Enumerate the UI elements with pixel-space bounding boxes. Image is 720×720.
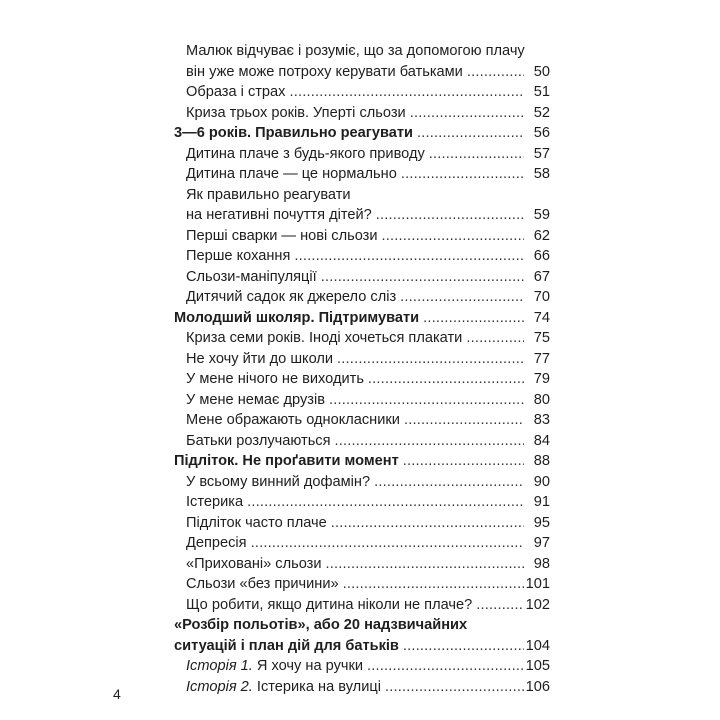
toc-entry[interactable] xyxy=(174,349,550,370)
toc-entry-page: 88 xyxy=(533,453,550,469)
toc-entry-page: 80 xyxy=(533,391,550,408)
dot-leader xyxy=(326,554,524,575)
toc-entry-continued xyxy=(174,185,550,206)
dot-leader xyxy=(294,246,524,267)
dot-leader xyxy=(335,431,525,452)
toc-entry-page: 79 xyxy=(533,371,550,387)
toc-entry-page: 58 xyxy=(533,166,550,182)
toc-entry-title: «Розбір польотів», або 20 надзвичайних xyxy=(174,617,468,633)
story-title: Я хочу на ручки xyxy=(256,658,364,674)
toc-entry[interactable] xyxy=(174,62,550,83)
toc-entry-title: Дитячий садок як джерело сліз xyxy=(186,289,397,305)
toc-entry-page: 105 xyxy=(525,658,550,674)
toc-section-heading[interactable] xyxy=(174,451,550,472)
toc-entry-page: 104 xyxy=(525,637,550,654)
dot-leader xyxy=(410,103,524,124)
toc-entry-page: 59 xyxy=(533,207,550,223)
toc-entry-title: Як правильно реагувати xyxy=(186,186,351,203)
toc-entry[interactable] xyxy=(174,103,550,124)
toc-entry[interactable] xyxy=(174,472,550,493)
toc-entry-title: 3—6 років. Правильно реагувати xyxy=(174,125,413,141)
toc-entry[interactable] xyxy=(174,246,550,267)
toc-entry-page: 101 xyxy=(525,576,550,592)
toc-entry-title: ситуацій і план дій для батьків xyxy=(174,637,399,654)
toc-entry[interactable] xyxy=(174,554,550,575)
toc-entry-title: Батьки розлучаються xyxy=(186,432,331,449)
toc-section-heading-continued xyxy=(174,615,550,636)
toc-entry-title: Криза семи років. Іноді хочеться плакати xyxy=(186,330,463,346)
dot-leader xyxy=(417,123,524,144)
dot-leader xyxy=(401,164,524,185)
toc-entry[interactable] xyxy=(174,410,550,431)
toc-entry[interactable] xyxy=(174,431,550,452)
dot-leader xyxy=(423,308,524,329)
toc-entry-title xyxy=(186,677,381,698)
dot-leader xyxy=(247,492,524,513)
toc-entry[interactable] xyxy=(174,656,550,677)
story-prefix: Історія 2. xyxy=(186,678,253,695)
toc-entry-title: на негативні почуття дітей? xyxy=(186,207,372,223)
dot-leader xyxy=(321,267,524,288)
toc-entry[interactable] xyxy=(174,164,550,185)
dot-leader xyxy=(403,451,524,472)
toc-entry-page: 62 xyxy=(533,227,550,244)
dot-leader xyxy=(337,349,524,370)
toc-entry-title: У всьому винний дофамін? xyxy=(186,473,371,490)
toc-entry-page: 74 xyxy=(533,309,550,326)
toc-entry-continued xyxy=(174,41,550,62)
toc-entry[interactable] xyxy=(174,328,550,349)
toc-entry[interactable] xyxy=(174,369,550,390)
page-number: 4 xyxy=(113,686,121,702)
dot-leader xyxy=(331,513,524,534)
dot-leader xyxy=(251,533,524,554)
toc-entry-title: «Приховані» сльози xyxy=(186,555,322,572)
toc-entry-page: 97 xyxy=(533,535,550,551)
toc-entry-title: Що робити, якщо дитина ніколи не плаче? xyxy=(186,596,473,613)
toc-entry-title: Молодший школяр. Підтримувати xyxy=(174,309,420,326)
toc-entry-title: Підліток часто плаче xyxy=(186,514,327,531)
toc-entry[interactable] xyxy=(174,513,550,534)
toc-entry-title xyxy=(186,656,363,677)
dot-leader xyxy=(343,574,524,595)
toc-entry-title: Дитина плаче з будь-якого приводу xyxy=(186,145,425,162)
toc-section-heading[interactable] xyxy=(174,123,550,144)
toc-entry[interactable] xyxy=(174,287,550,308)
toc-entry-title: Підліток. Не проґавити момент xyxy=(174,453,399,469)
toc-entry[interactable] xyxy=(174,205,550,226)
dot-leader xyxy=(367,656,524,677)
toc-entry-title: Депресія xyxy=(186,535,247,551)
dot-leader xyxy=(400,287,524,308)
toc-entry-page: 52 xyxy=(533,104,550,121)
dot-leader xyxy=(466,328,524,349)
toc-entry-title: Не хочу йти до школи xyxy=(186,350,334,367)
toc-entry-title: Сльози-маніпуляції xyxy=(186,268,317,285)
dot-leader xyxy=(403,636,524,657)
dot-leader xyxy=(374,472,524,493)
toc-section-heading[interactable] xyxy=(174,636,550,657)
dot-leader xyxy=(429,144,524,165)
dot-leader xyxy=(467,62,524,83)
toc-entry-page: 102 xyxy=(525,596,550,613)
toc-entry-page: 70 xyxy=(533,289,550,305)
toc-entry-title: Перше кохання xyxy=(186,248,291,264)
toc-entry-page: 75 xyxy=(533,330,550,346)
toc-entry-title: Сльози «без причини» xyxy=(186,576,339,592)
toc-entry[interactable] xyxy=(174,390,550,411)
toc-entry-title: У мене немає друзів xyxy=(186,391,325,408)
story-title: Істерика на вулиці xyxy=(256,678,381,695)
toc-entry-title: Малюк відчуває і розуміє, що за допомогою плачу xyxy=(186,43,525,59)
toc-entry-title: У мене нічого не виходить xyxy=(186,371,364,387)
toc-entry[interactable] xyxy=(174,144,550,165)
toc-entry[interactable] xyxy=(174,492,550,513)
story-prefix: Історія 1. xyxy=(186,658,253,674)
toc-entry-page: 77 xyxy=(533,350,550,367)
toc-entry-page: 83 xyxy=(533,412,550,428)
toc-entry[interactable] xyxy=(174,595,550,616)
toc-entry-page: 98 xyxy=(533,555,550,572)
toc-entry-title: Перші сварки — нові сльози xyxy=(186,227,378,244)
toc-entry-page: 50 xyxy=(533,63,550,80)
toc-entry-page: 67 xyxy=(533,268,550,285)
toc-entry-page: 66 xyxy=(533,248,550,264)
dot-leader xyxy=(376,205,524,226)
toc-entry[interactable] xyxy=(174,267,550,288)
toc-entry-page: 56 xyxy=(533,125,550,141)
toc-entry-page: 57 xyxy=(533,145,550,162)
dot-leader xyxy=(382,226,524,247)
dot-leader xyxy=(329,390,524,411)
toc-entry-page: 84 xyxy=(533,432,550,449)
table-of-contents xyxy=(174,41,550,697)
toc-entry[interactable] xyxy=(174,82,550,103)
dot-leader xyxy=(476,595,523,616)
toc-entry-title: він уже може потроху керувати батьками xyxy=(186,63,463,80)
toc-entry-title: Криза трьох років. Уперті сльози xyxy=(186,104,406,121)
toc-entry[interactable] xyxy=(174,533,550,554)
toc-entry-page: 95 xyxy=(533,514,550,531)
toc-entry[interactable] xyxy=(174,677,550,698)
toc-entry-page: 106 xyxy=(525,678,550,695)
toc-entry-title: Мене ображають однокласники xyxy=(186,412,400,428)
dot-leader xyxy=(404,410,524,431)
toc-entry[interactable] xyxy=(174,574,550,595)
toc-entry-page: 90 xyxy=(533,473,550,490)
toc-entry-page: 91 xyxy=(533,494,550,510)
dot-leader xyxy=(289,82,524,103)
dot-leader xyxy=(368,369,524,390)
toc-entry[interactable] xyxy=(174,226,550,247)
toc-entry-page: 51 xyxy=(533,84,550,100)
toc-entry-title: Істерика xyxy=(186,494,244,510)
toc-entry-title: Дитина плаче — це нормально xyxy=(186,166,397,182)
dot-leader xyxy=(385,677,524,698)
toc-entry-title: Образа і страх xyxy=(186,84,286,100)
toc-section-heading[interactable] xyxy=(174,308,550,329)
